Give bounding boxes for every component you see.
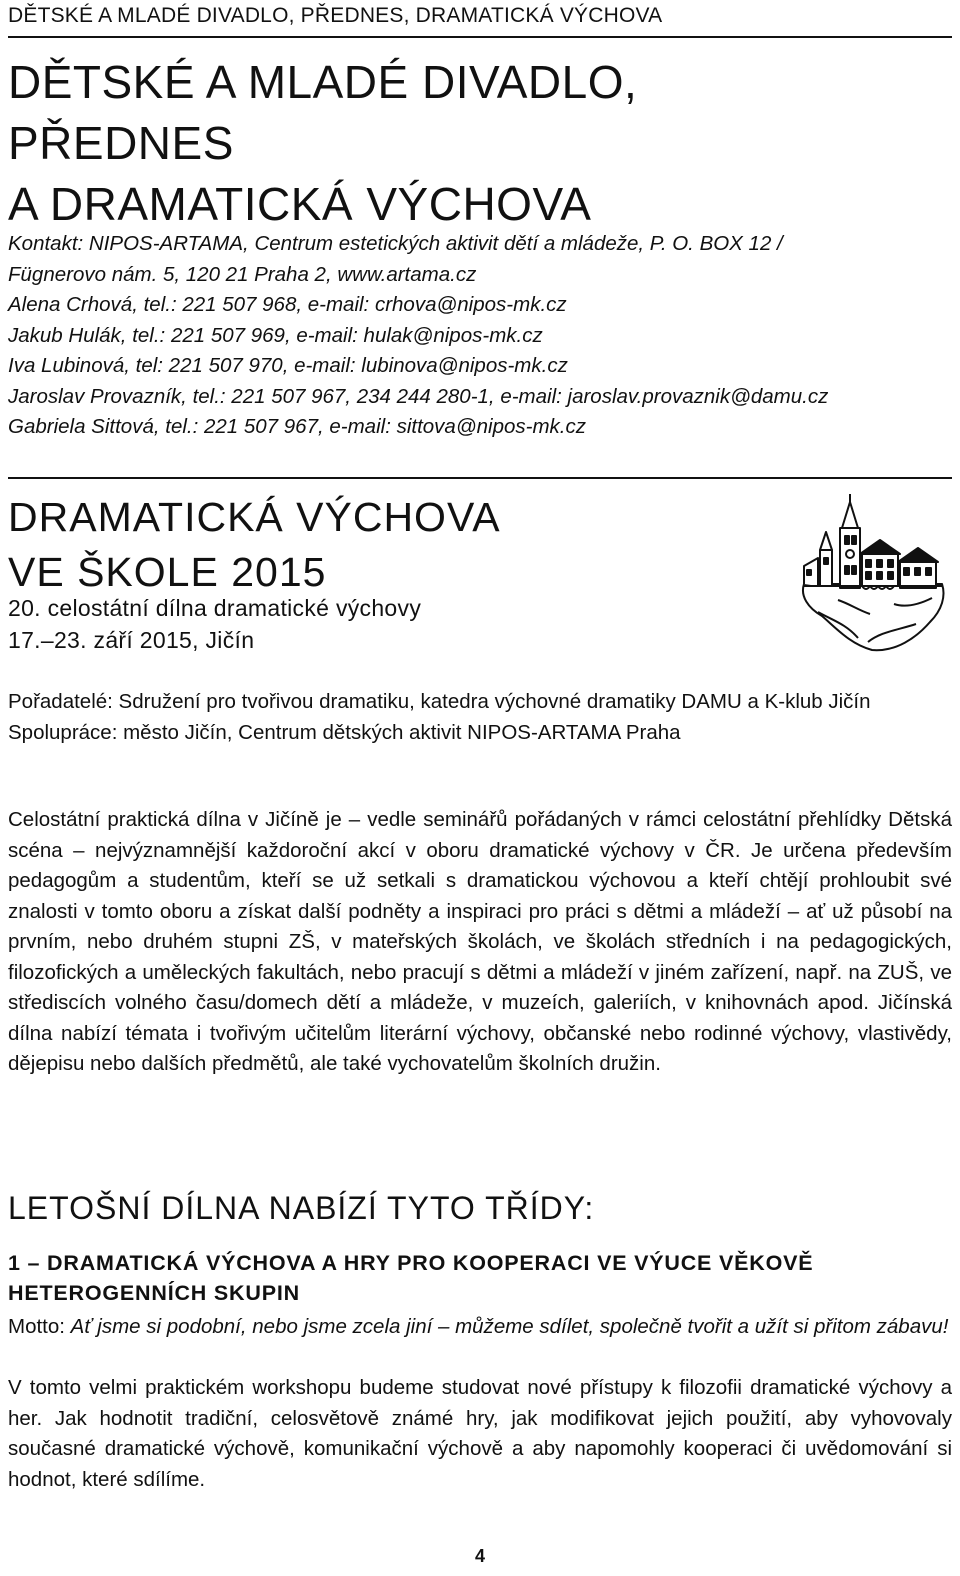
event-title-line: DRAMATICKÁ VÝCHOVA: [8, 494, 501, 540]
page-number: 4: [474, 1546, 485, 1566]
event-info: [8, 592, 421, 656]
organizers-block: [8, 687, 952, 748]
contact-person: Jakub Hulák, tel.: 221 507 969, e-mail: hulak@nipos-mk.cz: [8, 323, 543, 347]
event-title: [8, 490, 501, 600]
contact-address-line: Kontakt: NIPOS-ARTAMA, Centrum estetických aktivit dětí a mládeže, P. O. BOX 12 /: [8, 232, 783, 255]
event-dates: 17.–23. září 2015, Jičín: [8, 627, 255, 653]
jicin-town-icon: [798, 492, 948, 654]
page-title-line: A DRAMATICKÁ VÝCHOVA: [8, 178, 592, 230]
organizers-text: Pořadatelé: Sdružení pro tvořivou dramatiku, katedra výchovné dramatiky DAMU a K-klub Jičín: [8, 690, 871, 713]
header-divider: [8, 36, 952, 38]
classes-heading: LETOŠNÍ DÍLNA NABÍZÍ TYTO TŘÍDY:: [8, 1190, 595, 1226]
page-title-line: PŘEDNES: [8, 117, 234, 169]
event-subtitle: 20. celostátní dílna dramatické výchovy: [8, 595, 422, 621]
class-motto: [8, 1312, 952, 1343]
cooperation-text: Spolupráce: město Jičín, Centrum dětských aktivit NIPOS-ARTAMA Praha: [8, 720, 681, 744]
class-description: V tomto velmi praktickém workshopu budeme studovat nové přístupy k filozofii dramatické výchovy a her. Jak hodnotit tradiční, celosvětově známé hry, jak modifikovat jejich použití, aby vyhovovaly současné dramatické výchově, komunikační výchově a aby napomohly kooperaci či uvědomování si hodnot, které sdílíme.: [8, 1376, 952, 1491]
page-title: [8, 52, 637, 235]
page-title-line: DĚTSKÉ A MLADÉ DIVADLO,: [8, 56, 638, 108]
intro-paragraph: Celostátní praktická dílna v Jičíně je – vedle seminářů pořádaných v rámci celostátní přehlídky Dětská scéna – nejvýznamnější každoroční akcí v oboru dramatické výchovy v ČR. Je určena především pedagogům a studentům, kteří se už setkali s dramatickou výchovou a kteří chtějí prohloubit své znalosti v tomto oboru a získat další podněty a inspiraci pro práci s dětmi a mládeží – ať už působí na prvním, nebo druhém stupni ZŠ, v mateřských školách, ve školách středních i na pedagogických, filozofických a uměleckých fakultách, nebo pracují s dětmi a mládeží v jiném zařízení, např. na ZUŠ, ve střediscích volného času/domech dětí a mládeže, v muzeích, galeriích, v knihovnách apod. Jičínská dílna nabízí témata i tvořivým učitelům literární výchovy, občanské nebo rodinné výchovy, vlastivědy, dějepisu nebo dalších předmětů, ale také vychovatelům školních družin.: [8, 808, 952, 1075]
section-divider: [8, 477, 952, 479]
contact-person: Gabriela Sittová, tel.: 221 507 967, e-mail: sittova@nipos-mk.cz: [8, 415, 586, 438]
contact-person: Iva Lubinová, tel: 221 507 970, e-mail: lubinova@nipos-mk.cz: [8, 354, 568, 377]
running-header: DĚTSKÉ A MLADÉ DIVADLO, PŘEDNES, DRAMATICKÁ VÝCHOVA: [8, 4, 663, 27]
contact-address-line: Fügnerovo nám. 5, 120 21 Praha 2, www.artama.cz: [8, 262, 477, 286]
motto-label: Motto:: [8, 1315, 71, 1338]
contact-person: Jaroslav Provazník, tel.: 221 507 967, 234 244 280-1, e-mail: jaroslav.provaznik@damu.cz: [8, 384, 829, 408]
class-title: 1 – DRAMATICKÁ VÝCHOVA A HRY PRO KOOPERACI VE VÝUCE VĚKOVĚ HETEROGENNÍCH SKUPIN: [8, 1251, 814, 1305]
event-title-line: VE ŠKOLE 2015: [8, 549, 327, 595]
contact-person: Alena Crhová, tel.: 221 507 968, e-mail: crhova@nipos-mk.cz: [8, 293, 567, 316]
motto-text: Ať jsme si podobní, nebo jsme zcela jiní – můžeme sdílet, společně tvořit a užít si přitom zábavu!: [70, 1315, 949, 1338]
contact-block: [8, 229, 828, 443]
